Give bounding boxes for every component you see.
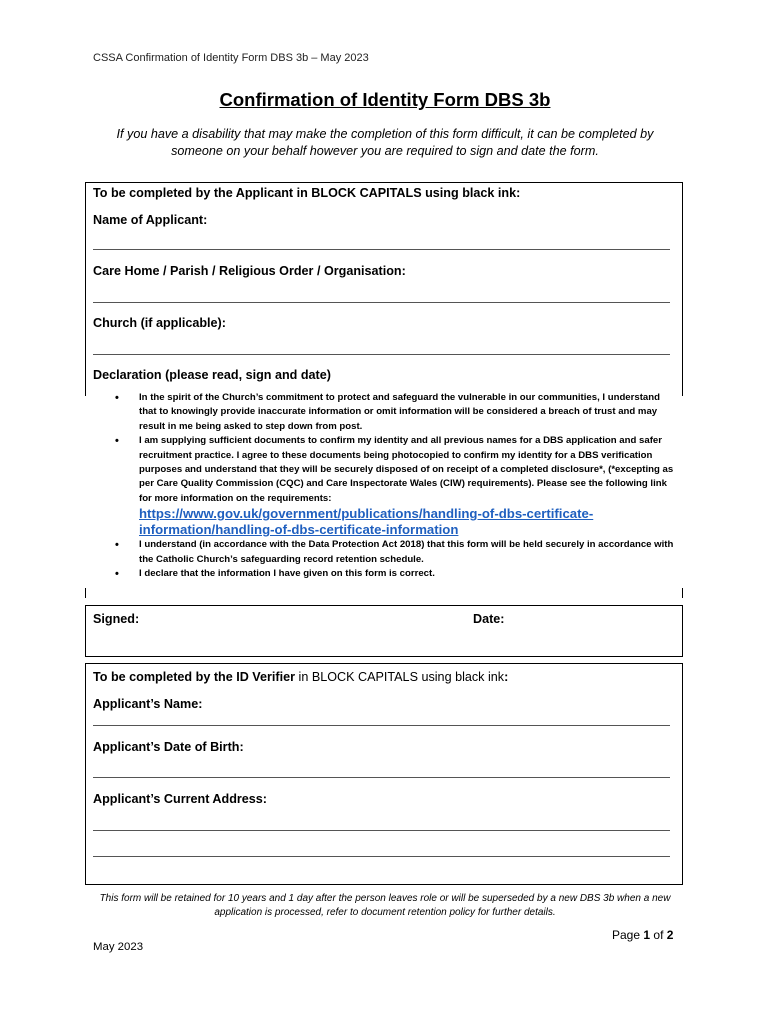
applicant-name-field[interactable] bbox=[93, 725, 670, 726]
declaration-left-border bbox=[85, 382, 86, 396]
date-label: Date: bbox=[473, 612, 505, 626]
declaration-item bbox=[93, 538, 678, 567]
applicant-section-heading: To be completed by the Applicant in BLOCK CAPITALS using black ink: bbox=[93, 186, 521, 200]
applicant-address-label: Applicant’s Current Address: bbox=[93, 792, 268, 806]
declaration-text: I am supplying sufficient documents to confirm my identity and all previous names for a DBS application and safer recruitment practice. I agree to these documents being photocopied to confirm my identity for a DBS verification purposes and understand that they will be securely disposed of on receipt of a completed disclosure*, (*excepting as per Care Quality Commission (CQC) and Care Inspectorate Wales (CIW) requirements). Please see the following link for more information on the requirements: bbox=[139, 435, 674, 504]
verifier-heading-bold: To be completed by the ID Verifier bbox=[93, 670, 296, 684]
declaration-text: In the spirit of the Church’s commitment to protect and safeguard the vulnerable in our communities, I understand that to knowingly provide inaccurate information or omit information will be considered a breach of trust and may result in me being asked to step down from post. bbox=[139, 392, 660, 432]
verifier-heading-rest: in BLOCK CAPITALS using black ink bbox=[295, 670, 505, 684]
organisation-label: Care Home / Parish / Religious Order / Organisation: bbox=[93, 264, 406, 278]
footer-date: May 2023 bbox=[93, 941, 144, 953]
verifier-heading-colon: : bbox=[504, 670, 509, 684]
applicant-name-label: Applicant’s Name: bbox=[93, 697, 203, 711]
declaration-right-border bbox=[682, 382, 683, 396]
applicant-section-box bbox=[85, 182, 683, 382]
applicant-address-field-1[interactable] bbox=[93, 830, 670, 831]
declaration-item bbox=[93, 434, 678, 538]
page-total: 2 bbox=[666, 928, 674, 942]
header-note: CSSA Confirmation of Identity Form DBS 3b – May 2023 bbox=[93, 52, 369, 64]
declaration-item bbox=[93, 567, 678, 581]
verifier-section-heading bbox=[93, 670, 508, 684]
signature-right-border bbox=[682, 588, 683, 598]
applicant-dob-field[interactable] bbox=[93, 777, 670, 778]
declaration-label: Declaration (please read, sign and date) bbox=[93, 368, 331, 382]
date-field[interactable] bbox=[515, 608, 675, 653]
page-title: Confirmation of Identity Form DBS 3b bbox=[219, 89, 551, 110]
signature-field[interactable] bbox=[150, 608, 450, 653]
name-of-applicant-label: Name of Applicant: bbox=[93, 213, 208, 227]
dbs-guidance-link[interactable]: https://www.gov.uk/government/publications/handling-of-dbs-certificate-information/handling-of-dbs-certificate-information bbox=[139, 506, 594, 538]
applicant-address-field-2[interactable] bbox=[93, 856, 670, 857]
page-current: 1 bbox=[643, 928, 651, 942]
name-of-applicant-field[interactable] bbox=[93, 249, 670, 250]
signed-label: Signed: bbox=[93, 612, 140, 626]
page-number bbox=[612, 928, 673, 942]
declaration-item bbox=[93, 391, 678, 434]
church-label: Church (if applicable): bbox=[93, 316, 226, 330]
retention-footnote: This form will be retained for 10 years and 1 day after the person leaves role or will be superseded by a new DBS 3b when a new application is processed, refer to document retention policy for further details. bbox=[99, 893, 671, 918]
subtitle: If you have a disability that may make the completion of this form difficult, it can be completed by someone on your behalf however you are required to sign and date the form. bbox=[116, 127, 654, 158]
declaration-text: I understand (in accordance with the Data Protection Act 2018) that this form will be held securely in accordance with the Catholic Church’s safeguarding record retention schedule. bbox=[139, 539, 674, 565]
applicant-dob-label: Applicant’s Date of Birth: bbox=[93, 740, 244, 754]
page-of: of bbox=[653, 928, 664, 942]
signature-left-border bbox=[85, 588, 86, 598]
declaration-list bbox=[93, 391, 678, 581]
organisation-field[interactable] bbox=[93, 302, 670, 303]
page-word: Page bbox=[612, 928, 641, 942]
declaration-text: I declare that the information I have given on this form is correct. bbox=[139, 568, 435, 580]
church-field[interactable] bbox=[93, 354, 670, 355]
